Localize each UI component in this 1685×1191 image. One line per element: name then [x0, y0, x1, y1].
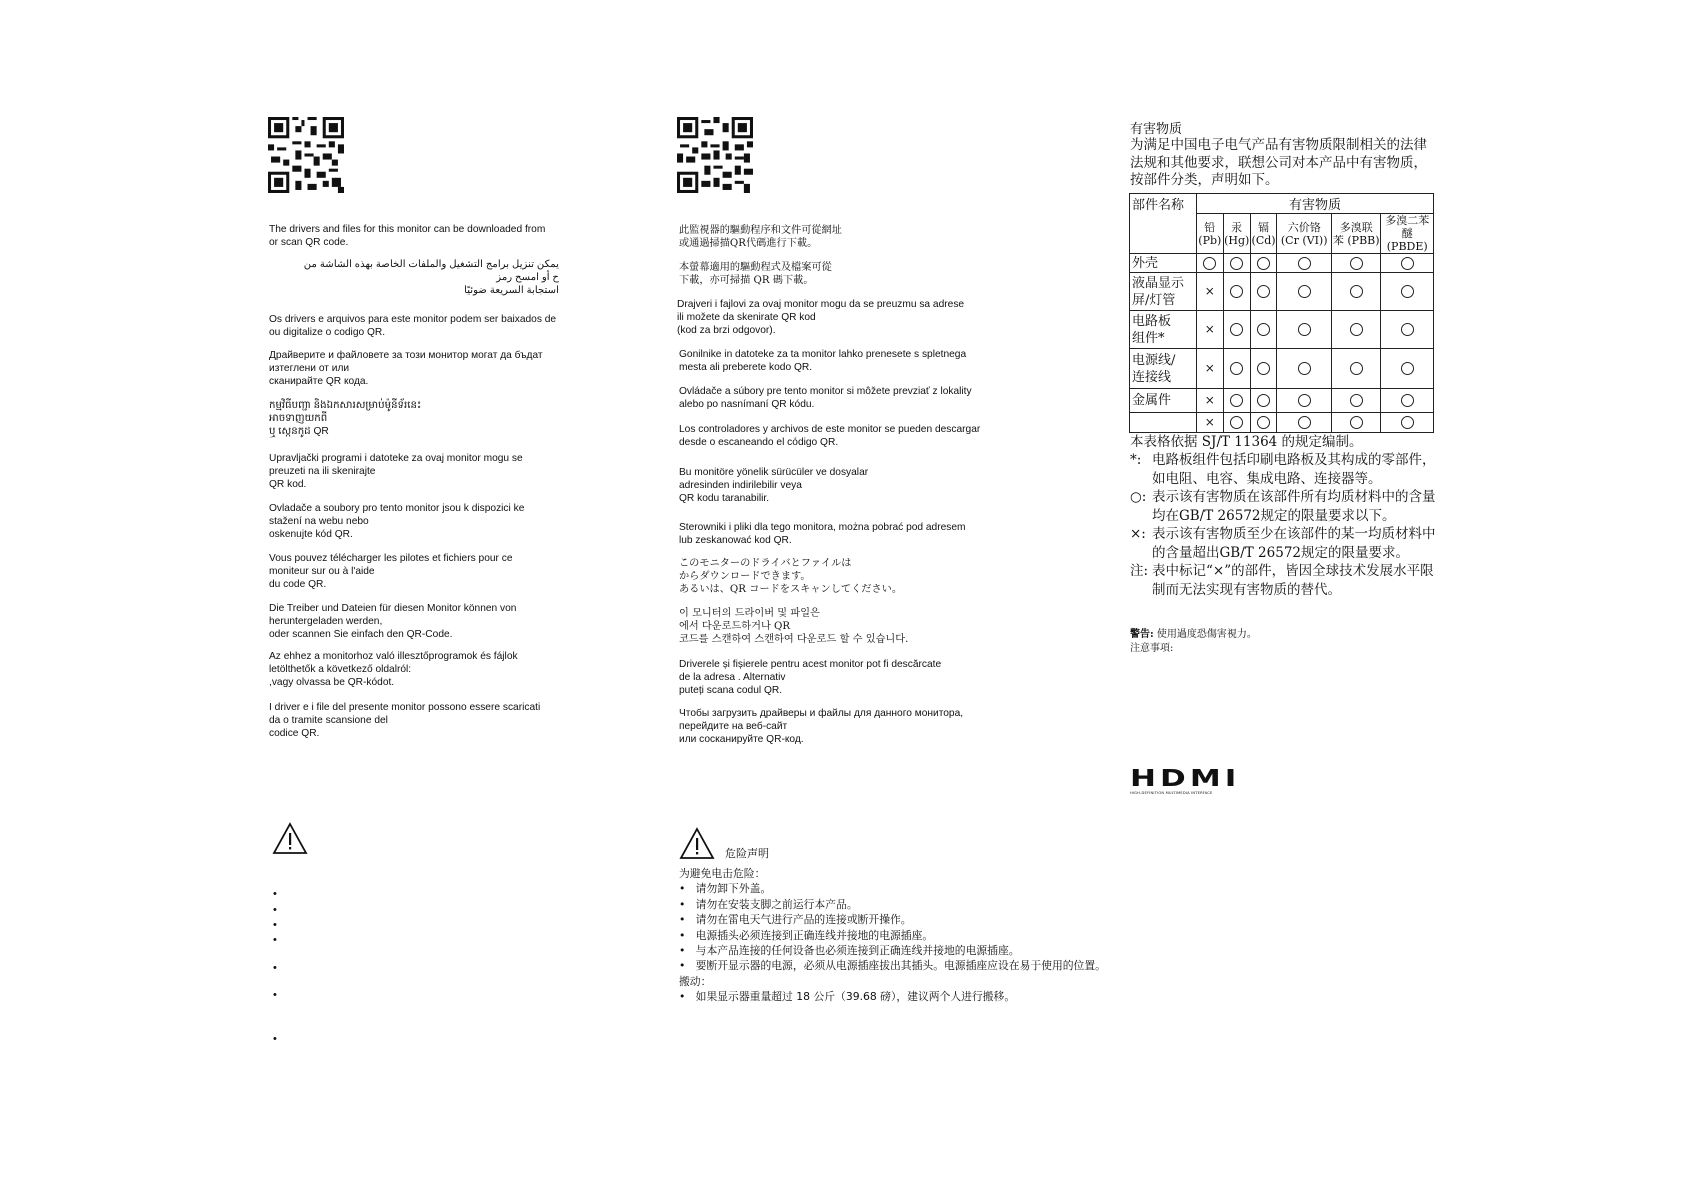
circle-mark-icon: [1298, 394, 1311, 407]
safety-line: • 与本产品连接的任何设备也必须连接到正确连线并接地的电源插座。: [679, 944, 1020, 958]
hazard-notes: [1130, 451, 1440, 599]
circle-mark-icon: [1230, 257, 1243, 270]
exceeds-limit-cross-icon: [1196, 311, 1223, 349]
paragraph-sk: Ovládače a súbory pre tento monitor si môžete prevziať z lokality alebo po nasnímaní QR kódu.: [679, 386, 972, 410]
paragraph-en: The drivers and files for this monitor can be downloaded from or scan QR code.: [269, 224, 546, 248]
note-item: [1130, 488, 1440, 525]
circle-mark-icon: [1257, 323, 1270, 336]
circle-mark-icon: [1230, 285, 1243, 298]
table-row: [1130, 254, 1434, 273]
paragraph-sr: Drajveri i fajlovi za ovaj monitor mogu da se preuzmu sa adrese ili možete da skenirate QR kod (kod za brzi odgovor).: [677, 299, 965, 336]
paragraph-ar: يمكن تنزيل برامج التشغيل والملفات الخاصة بهذه الشاشة من ح أو امسح رمز استجابة السريعة ضوئيًا: [303, 259, 559, 296]
column-header: 铅 (Pb): [1196, 214, 1223, 254]
note-text: 电路板组件包括印刷电路板及其构成的零部件，如电阻、电容、集成电路、连接器等。: [1152, 452, 1436, 487]
circle-mark-icon: [1230, 394, 1243, 407]
circle-mark-icon: [1257, 394, 1270, 407]
circle-mark-icon: [1230, 362, 1243, 375]
substance-group-header: 有害物质: [1196, 194, 1433, 214]
circle-mark-icon: [1230, 323, 1243, 336]
below-limit-circle-icon: [1196, 254, 1223, 273]
below-limit-circle-icon: [1332, 389, 1381, 413]
paragraph-ru: Чтобы загрузить драйверы и файлы для данного монитора, перейдите на веб-сайт или сосканируйте QR-код.: [679, 708, 964, 745]
circle-mark-icon: [1298, 285, 1311, 298]
part-name: 电源线/ 连接线: [1130, 349, 1197, 389]
column-header: 多溴二苯 醚 (PBDE): [1381, 214, 1434, 254]
below-limit-circle-icon: [1277, 349, 1332, 389]
circle-mark-icon: [1298, 323, 1311, 336]
hdmi-logo-text: HDMI: [1130, 766, 1241, 792]
below-limit-circle-icon: [1277, 273, 1332, 311]
bullet: •: [273, 962, 277, 974]
below-limit-circle-icon: [1223, 311, 1250, 349]
cross-mark-icon: ×: [1204, 415, 1215, 429]
paragraph-bg: Драйверите и файловете за този монитор могат да бъдат изтеглени от или сканирайте QR кода.: [269, 350, 543, 387]
cross-mark-icon: ×: [1204, 322, 1215, 336]
note-text: 表中标记“×”的部件，皆因全球技术发展水平限制而无法实现有害物质的替代。: [1152, 563, 1434, 598]
bullet: •: [273, 904, 277, 916]
below-limit-circle-icon: [1277, 389, 1332, 413]
circle-mark-icon: [1230, 416, 1243, 429]
hazard-heading: 有害物质: [1130, 122, 1183, 137]
circle-mark-icon: [1257, 416, 1270, 429]
circle-mark-icon: [1298, 416, 1311, 429]
paragraph-tr: Bu monitöre yönelik sürücüler ve dosyalar adresinden indirilebilir veya QR kodu taranabilir.: [679, 467, 869, 504]
table-row: [1130, 389, 1434, 413]
circle-mark-icon: [1401, 394, 1414, 407]
circle-mark-icon: [1257, 285, 1270, 298]
part-name: 电路板 组件*: [1130, 311, 1197, 349]
part-name: 液晶显示 屏/灯管: [1130, 273, 1197, 311]
table-row: [1130, 273, 1434, 311]
circle-mark-icon: [1401, 285, 1414, 298]
circle-mark-icon: [1350, 416, 1363, 429]
part-header: 部件名称: [1130, 194, 1197, 254]
below-limit-circle-icon: [1332, 254, 1381, 273]
circle-mark-icon: [1257, 362, 1270, 375]
standard-basis: 本表格依据 SJ/T 11364 的规定编制。: [1130, 434, 1363, 450]
below-limit-circle-icon: [1277, 254, 1332, 273]
column-header: 汞 (Hg): [1223, 214, 1250, 254]
paragraph-ja: このモニターのドライバとファイルは からダウンロードできます。 あるいは、QR コードをスキャンしてください。: [679, 558, 903, 595]
warning-triangle-icon: [679, 827, 715, 860]
below-limit-circle-icon: [1250, 389, 1277, 413]
bullet: •: [273, 919, 277, 931]
paragraph-fr: Vous pouvez télécharger les pilotes et fichiers pour ce moniteur sur ou à l'aide du code QR.: [269, 553, 513, 590]
paragraph-sl: Gonilnike in datoteke za ta monitor lahko prenesete s spletnega mesta ali preberete kodo QR.: [679, 349, 967, 373]
circle-mark-icon: [1298, 257, 1311, 270]
below-limit-circle-icon: [1277, 311, 1332, 349]
circle-mark-icon: [1401, 257, 1414, 270]
below-limit-circle-icon: [1223, 389, 1250, 413]
below-limit-circle-icon: [1381, 349, 1434, 389]
note-item: [1130, 562, 1440, 599]
warning-triangle-icon: [272, 822, 308, 855]
note-item: [1130, 525, 1440, 562]
part-name: 外壳: [1130, 254, 1197, 273]
circle-mark-icon: [1298, 362, 1311, 375]
safety-list: [679, 866, 1106, 1005]
below-limit-circle-icon: [1223, 349, 1250, 389]
cross-mark-icon: ×: [1204, 361, 1215, 375]
warning-line: [1130, 628, 1257, 641]
bullet: •: [273, 888, 277, 900]
warning-text: 使用過度恐傷害視力。: [1153, 629, 1257, 640]
hdmi-tagline: HIGH-DEFINITION MULTIMEDIA INTERFACE: [1130, 791, 1213, 795]
note-key: *:: [1130, 452, 1142, 468]
part-name: 金属件: [1130, 389, 1197, 413]
safety-line: • 请勿在安装支脚之前运行本产品。: [679, 897, 858, 911]
circle-mark-icon: [1401, 323, 1414, 336]
paragraph-pl: Sterowniki i pliki dla tego monitora, można pobrać pod adresem lub zeskanować kod QR.: [679, 522, 966, 546]
hdmi-logo: [1130, 766, 1241, 795]
bullet: •: [273, 934, 277, 946]
note-item: [1130, 451, 1440, 488]
paragraph-hu: Az ehhez a monitorhoz való illesztőprogramok és fájlok letölthetők a következő oldalról: ,vagy olvassa be QR-kódot.: [269, 651, 518, 688]
below-limit-circle-icon: [1250, 254, 1277, 273]
note-key: ○:: [1130, 489, 1147, 505]
circle-mark-icon: [1401, 416, 1414, 429]
safety-line: • 电源插头必须连接到正确连线并接地的电源插座。: [679, 928, 934, 942]
safety-line: • 请勿卸下外盖。: [679, 882, 772, 896]
below-limit-circle-icon: [1332, 273, 1381, 311]
below-limit-circle-icon: [1332, 349, 1381, 389]
danger-title: 危险声明: [725, 847, 769, 860]
circle-mark-icon: [1257, 257, 1270, 270]
below-limit-circle-icon: [1381, 413, 1434, 433]
below-limit-circle-icon: [1381, 311, 1434, 349]
circle-mark-icon: [1401, 362, 1414, 375]
paragraph-ro: Driverele și fișierele pentru acest monitor pot fi descărcate de la adresa . Alternativ puteți scana codul QR.: [679, 659, 942, 696]
paragraph-hr: Upravljački programi i datoteke za ovaj monitor mogu se preuzeti na ili skenirajte QR kod.: [269, 453, 523, 490]
paragraph-de: Die Treiber und Dateien für diesen Monitor können von heruntergeladen werden, oder scannen Sie einfach den QR-Code.: [269, 603, 517, 640]
column-header: 镉 (Cd): [1250, 214, 1277, 254]
circle-mark-icon: [1350, 285, 1363, 298]
paragraph-km: កម្មវិធីបញ្ជា និងឯកសារសម្រាប់ម៉ូនីទ័រនេះ អាចទាញយកពី ឬ ស្កេនកូដ QR: [269, 400, 422, 437]
circle-mark-icon: [1350, 394, 1363, 407]
below-limit-circle-icon: [1381, 254, 1434, 273]
below-limit-circle-icon: [1223, 273, 1250, 311]
qr-code-middle: [677, 117, 753, 193]
circle-mark-icon: [1203, 257, 1216, 270]
bullet: •: [273, 1033, 277, 1045]
safety-line: • 如果显示器重量超过 18 公斤（39.68 磅），建议两个人进行搬移。: [679, 990, 1016, 1004]
hazard-intro: 为满足中国电子电气产品有害物质限制相关的法律法规和其他要求，联想公司对本产品中有害物质，按部件分类，声明如下。: [1130, 137, 1427, 188]
paragraph-zh-tw: 本螢幕適用的驅動程式及檔案可從 下載，亦可掃描 QR 碼下載。: [679, 262, 832, 286]
note-text: 表示该有害物质至少在该部件的某一均质材料中的含量超出GB/T 26572规定的限量要求。: [1152, 526, 1436, 561]
below-limit-circle-icon: [1250, 349, 1277, 389]
paragraph-pt: Os drivers e arquivos para este monitor podem ser baixados de ou digitalize o codigo QR.: [269, 314, 557, 338]
circle-mark-icon: [1350, 323, 1363, 336]
exceeds-limit-cross-icon: [1196, 389, 1223, 413]
qr-code-left: [268, 117, 344, 193]
below-limit-circle-icon: [1381, 389, 1434, 413]
circle-mark-icon: [1350, 257, 1363, 270]
column-header: 六价铬 (Cr (VI)): [1277, 214, 1332, 254]
safety-line: 为避免电击危险：: [679, 867, 766, 880]
hazard-table: [1129, 193, 1434, 433]
table-row: [1130, 311, 1434, 349]
below-limit-circle-icon: [1332, 311, 1381, 349]
circle-mark-icon: [1350, 362, 1363, 375]
safety-line: • 请勿在雷电天气进行产品的连接或断开操作。: [679, 913, 912, 927]
below-limit-circle-icon: [1223, 254, 1250, 273]
paragraph-zh-hk: 此監視器的驅動程序和文件可從網址 或通過掃描QR代碼進行下載。: [679, 225, 842, 249]
below-limit-circle-icon: [1250, 311, 1277, 349]
warning-label: 警告:: [1130, 629, 1154, 640]
safety-line: • 要断开显示器的电源，必须从电源插座拔出其插头。电源插座应设在易于使用的位置。: [679, 959, 1106, 973]
cross-mark-icon: ×: [1204, 393, 1215, 407]
paragraph-cs: Ovladače a soubory pro tento monitor jsou k dispozici ke stažení na webu nebo oskenujte kód QR.: [269, 503, 525, 540]
caution-label: 注意事項:: [1130, 643, 1174, 654]
note-key: ×:: [1130, 526, 1146, 542]
exceeds-limit-cross-icon: [1196, 273, 1223, 311]
cross-mark-icon: ×: [1204, 284, 1215, 298]
bullet: •: [273, 989, 277, 1001]
exceeds-limit-cross-icon: [1196, 349, 1223, 389]
note-text: 表示该有害物质在该部件所有均质材料中的含量均在GB/T 26572规定的限量要求以下。: [1152, 489, 1436, 524]
table-row: [1130, 349, 1434, 389]
paragraph-ko: 이 모니터의 드라이버 및 파일은 에서 다운로드하거나 QR 코드를 스캔하여 스캔하여 다운로드 할 수 있습니다.: [679, 608, 909, 645]
paragraph-it: I driver e i file del presente monitor possono essere scaricati da o tramite scansione del codice QR.: [269, 702, 541, 739]
note-key: 注:: [1130, 563, 1149, 579]
below-limit-circle-icon: [1381, 273, 1434, 311]
paragraph-es: Los controladores y archivos de este monitor se pueden descargar desde o escaneando el código QR.: [679, 424, 981, 448]
column-header: 多溴联 苯 (PBB): [1332, 214, 1381, 254]
below-limit-circle-icon: [1250, 273, 1277, 311]
safety-line: 搬动：: [679, 974, 712, 988]
